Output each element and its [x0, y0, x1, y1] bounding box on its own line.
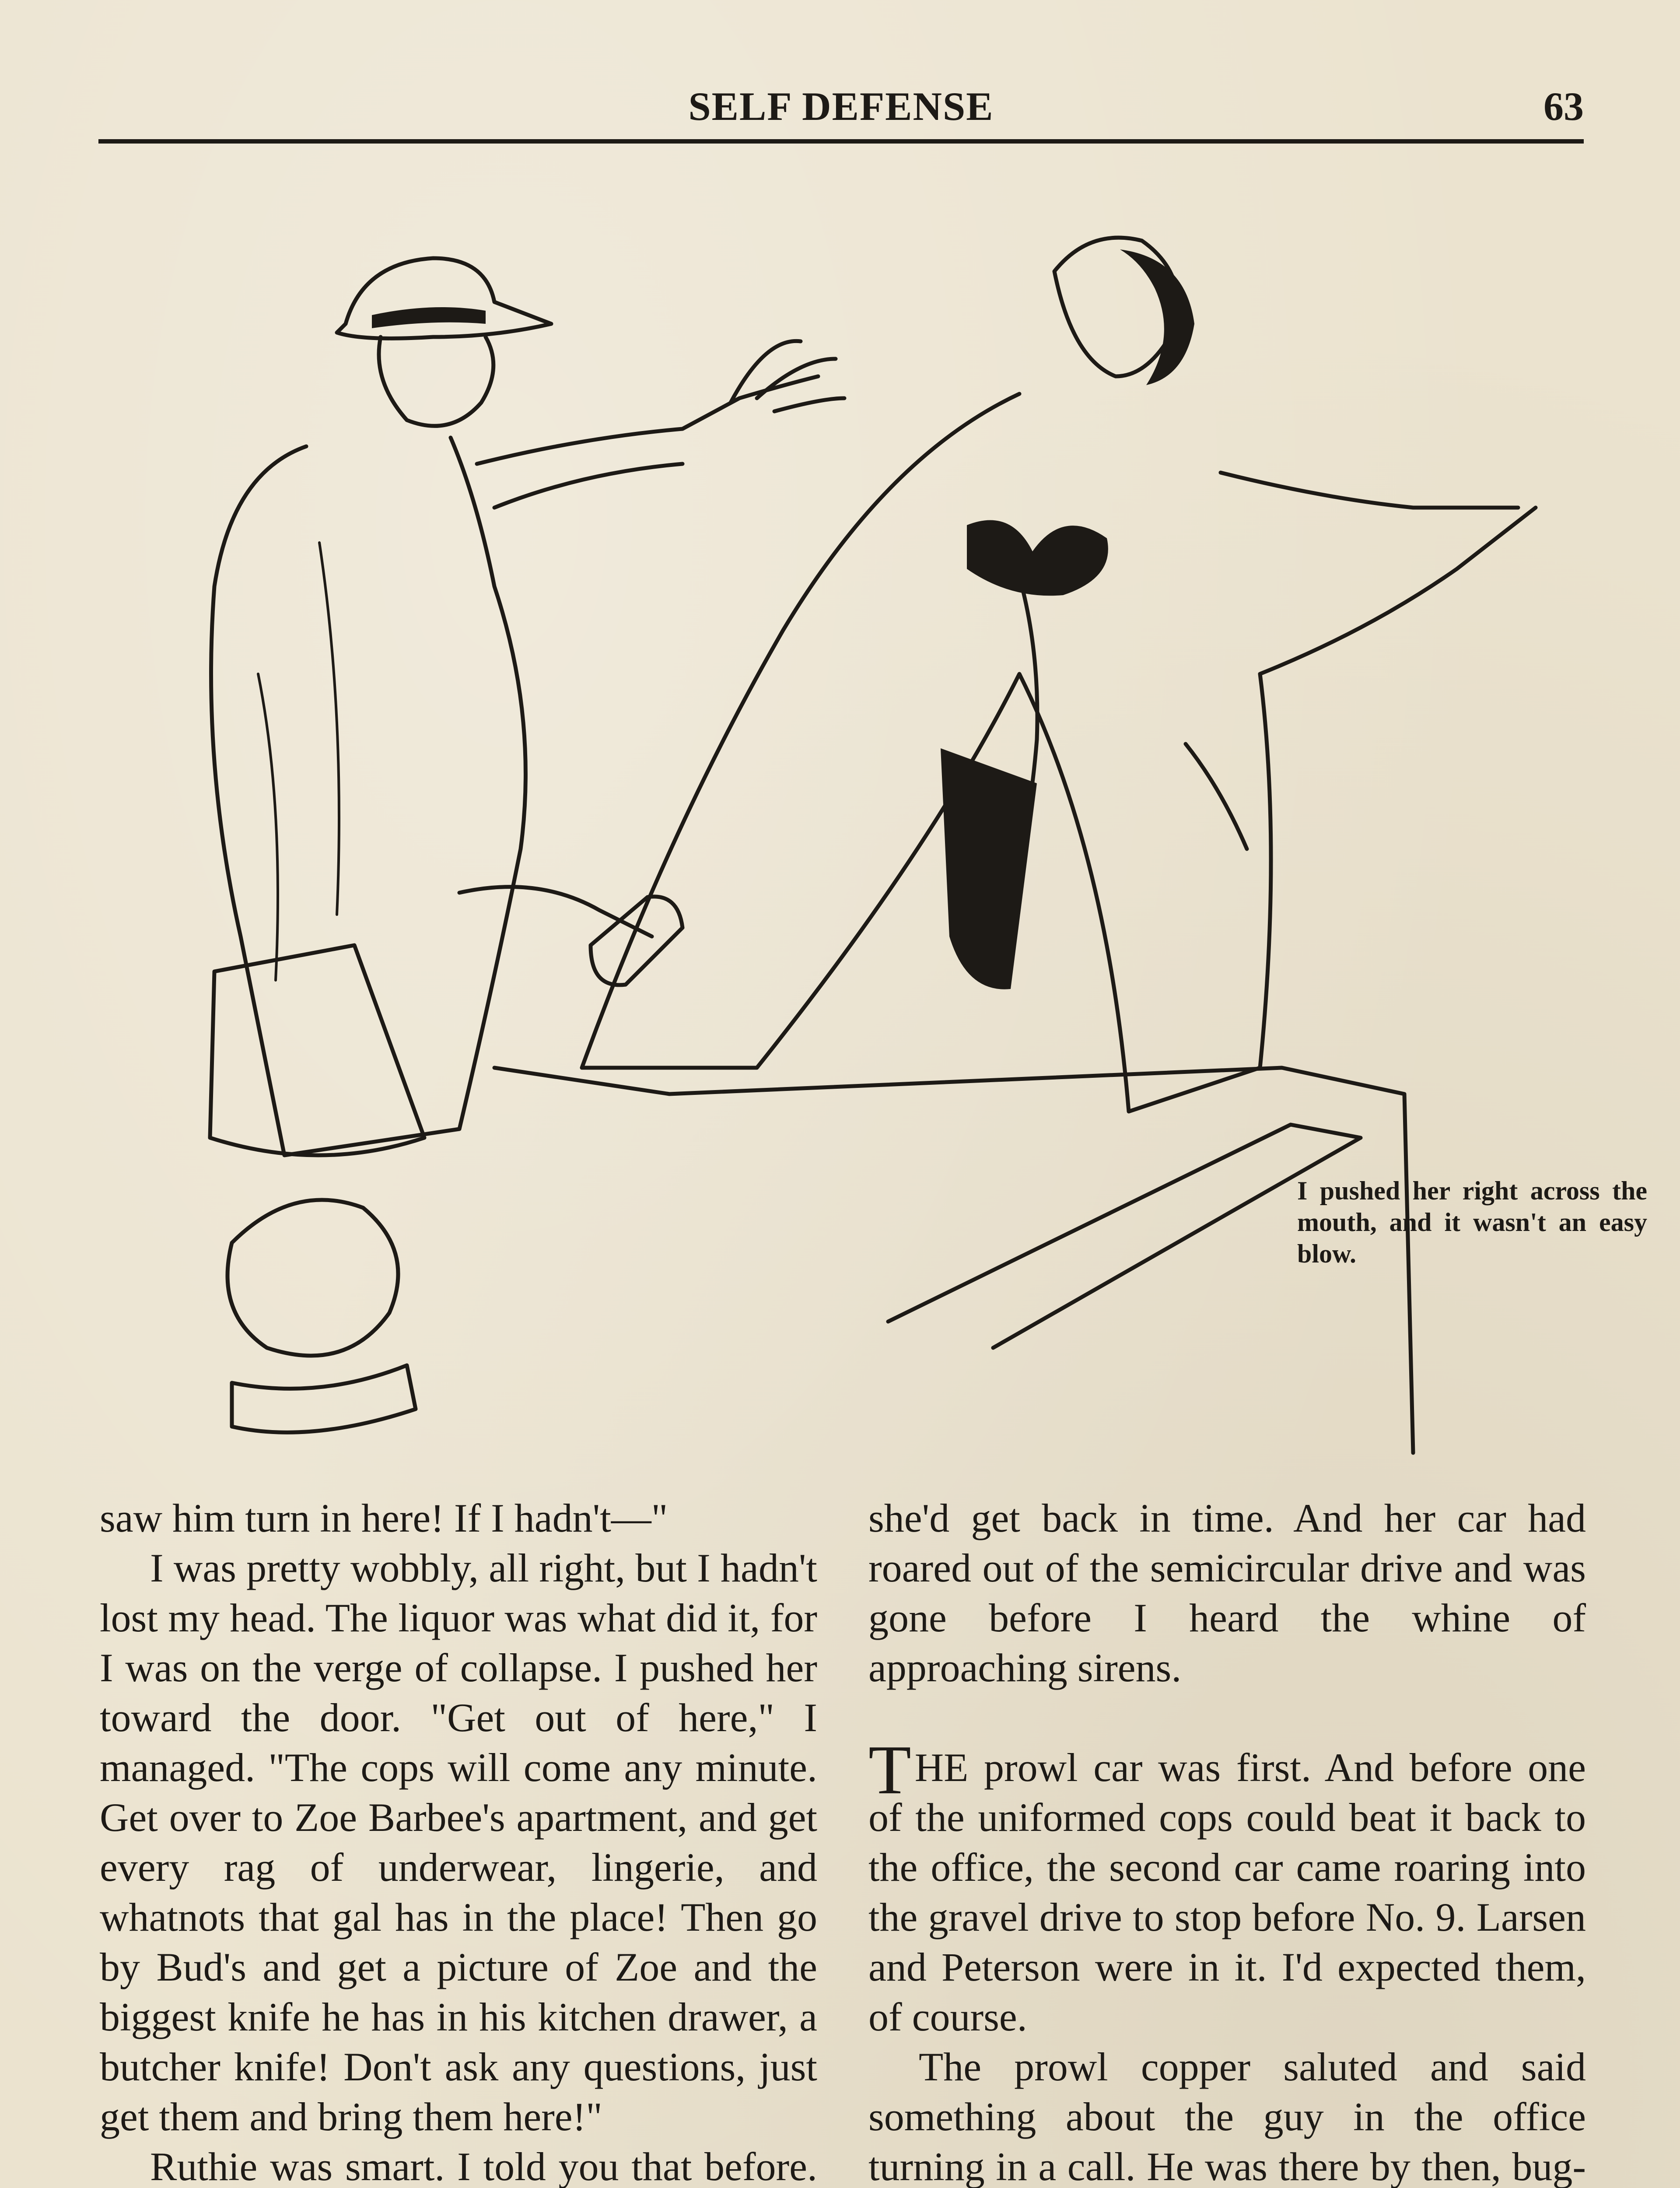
man-head [379, 337, 494, 426]
lamp-base [228, 1200, 398, 1356]
woman-top [967, 520, 1108, 596]
section-break [868, 1693, 1586, 1743]
table-top [494, 1068, 1413, 1453]
lamp-shade [210, 945, 424, 1155]
paragraph: she'd get back in time. And her car had roared out of the semicircular drive and was gone before I heard the whine of approaching sirens. [868, 1496, 1586, 1690]
woman-bottom [941, 748, 1037, 989]
table-edge [888, 1125, 1361, 1348]
paragraph-text: HE prowl car was first. And before one of the uniformed cops could beat it back to the office, the second car came roaring into the gravel drive to stop before No. 9. Larsen and Peterson were in it. I'd expected them, of course. [868, 1745, 1586, 2039]
page-number: 63 [1544, 84, 1584, 129]
running-title: SELF DEFENSE [688, 84, 994, 129]
illustration-man-and-woman [101, 193, 1647, 1470]
illustration-caption: I pushed her right across the mouth, and it wasn't an easy blow. [1297, 1176, 1647, 1268]
coat-fold [319, 543, 339, 915]
paragraph-with-drop-cap [868, 1731, 1586, 2042]
paragraph: saw him turn in here! If I hadn't—" [100, 1496, 668, 1540]
paragraph: Ruthie was smart. I told you that before. [150, 2144, 817, 2188]
paragraph: The prowl copper saluted and said something about the guy in the office turning in a call. He was there by then, bug- [868, 2044, 1586, 2188]
paragraph: I was pretty wobbly, all right, but I hadn't lost my head. The liquor was what did it, for I was on the verge of collapse. I pushed her toward the door. "Get out of here," I managed. "The cops will come any minute. Get over to Zoe Barbee's apartment, and get every rag of underwear, lingerie, and whatnots that gal has in the place! Then go by Bud's and get a picture of Zoe and the biggest knife he has in his kitchen drawer, a butcher knife! Don't ask any questions, just get them and bring them here!" [100, 1546, 817, 2139]
woman-hair [1120, 249, 1194, 385]
coat-fold-2 [258, 674, 278, 980]
hat [337, 258, 551, 338]
hat-band [372, 307, 486, 328]
flashlight [591, 897, 682, 985]
man-hand [731, 341, 844, 411]
running-head [98, 83, 1584, 136]
lamp-foot [232, 1365, 416, 1432]
man-lower-arm [459, 887, 652, 936]
woman-robe [582, 394, 1536, 1112]
woman-arm [1221, 473, 1518, 508]
drop-cap: T [868, 1731, 911, 1809]
text-column-right [868, 1493, 1586, 2188]
header-rule [98, 139, 1584, 144]
woman-hand [1186, 744, 1247, 849]
woman-head [1054, 238, 1178, 376]
man-arm [477, 376, 818, 508]
man-coat [211, 438, 526, 1155]
text-column-left [100, 1493, 817, 2188]
line-drawing [101, 193, 1579, 1470]
